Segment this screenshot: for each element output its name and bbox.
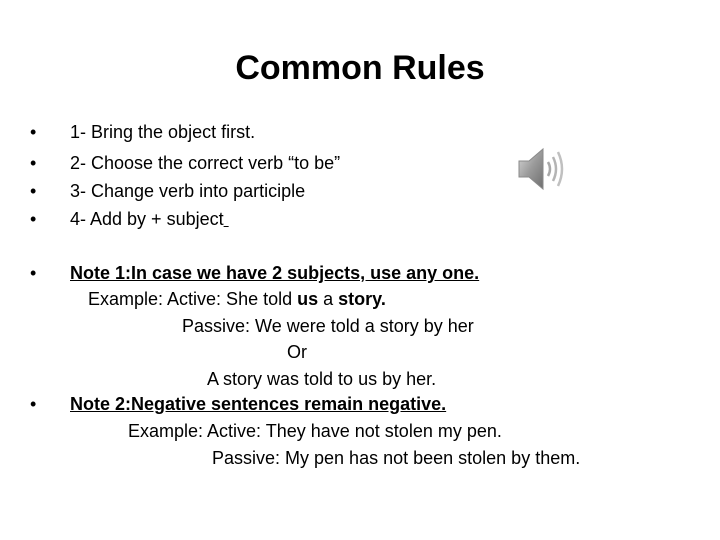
note-1-passive-2: A story was told to us by her. [207,369,437,389]
bullet-icon: • [30,394,37,414]
bullet-icon: • [30,263,37,283]
note-1-or: Or [287,342,307,362]
note-1-us: us [297,289,319,309]
note-2-example: Example: Active: They have not stolen my pen. [128,421,502,441]
step-4 [70,207,229,231]
bullet-icon: • [30,153,37,173]
slide-title: Common Rules [235,49,485,87]
note-1-example [88,287,386,311]
note-2-heading: Note 2:Negative sentences remain negative. [70,394,447,414]
note-1-example-prefix: Example: Active: She told [88,289,298,309]
note-1-passive-1: Passive: We were told a story by her [182,316,474,336]
bullet-icon: • [30,209,37,229]
note-1-story: story. [338,289,386,309]
step-4-text: 4- Add by + subject [70,209,224,229]
step-1: 1- Bring the object first. [70,122,256,142]
bullet-icon: • [30,122,37,142]
step-3: 3- Change verb into participle [70,181,306,201]
note-1-mid: a [318,289,339,309]
note-1-heading: Note 1:In case we have 2 subjects, use any one. [70,263,480,283]
note-2-passive: Passive: My pen has not been stolen by them. [212,448,581,468]
speaker-sound-icon[interactable] [516,146,566,192]
step-2: 2- Choose the correct verb “to be” [70,153,341,173]
bullet-icon: • [30,181,37,201]
